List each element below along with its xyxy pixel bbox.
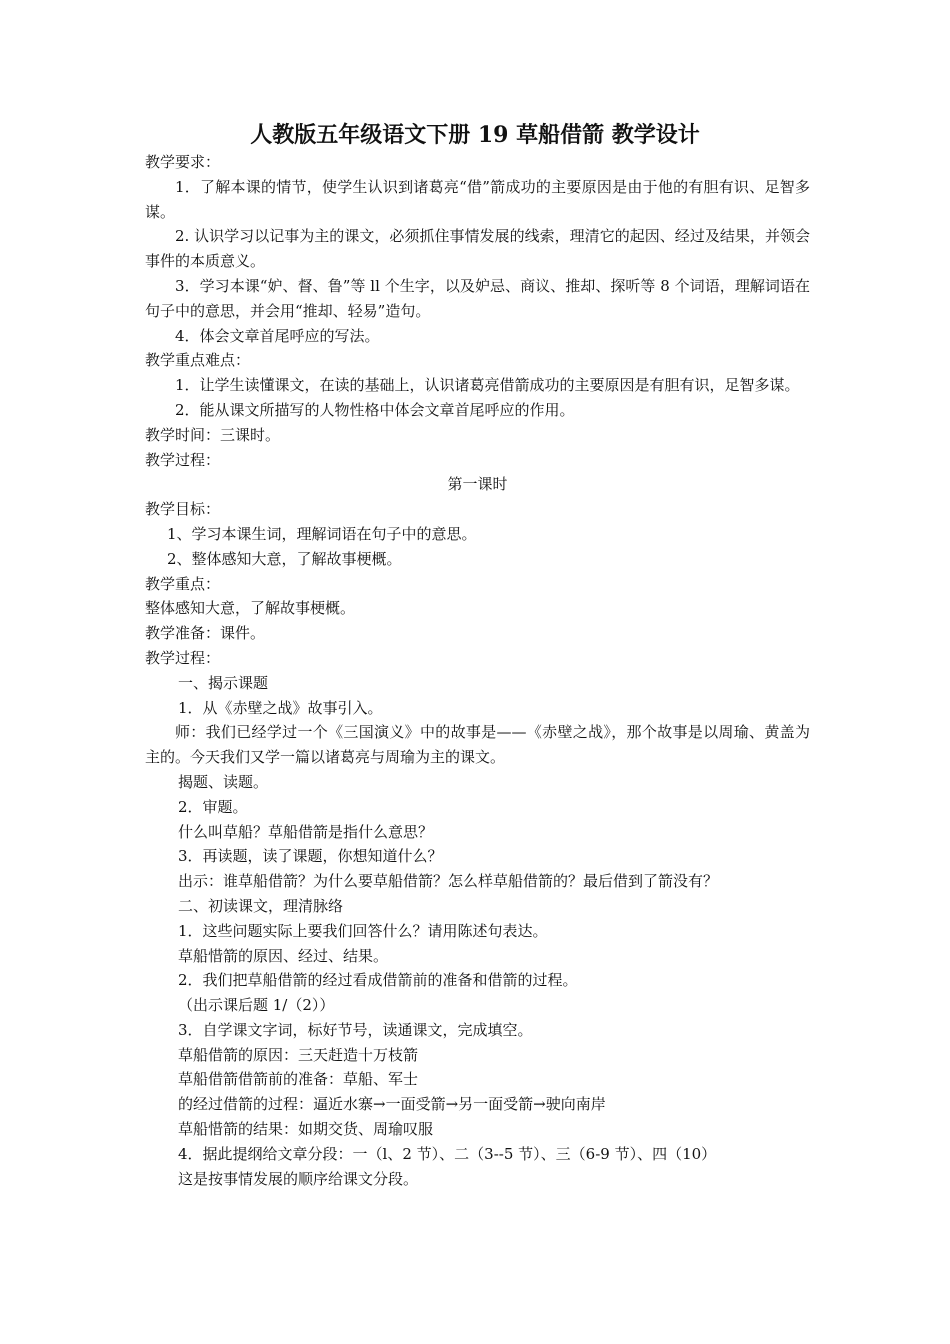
paragraph: 1．让学生读懂课文，在读的基础上，认识诸葛亮借箭成功的主要原因是有胆有识，足智多谋。	[175, 376, 800, 395]
paragraph: 草船惜箭的结果：如期交货、周瑜叹服	[178, 1120, 434, 1139]
document-body	[145, 150, 810, 1191]
paragraph: 4．据此提纲给文章分段：一（l、2 节）、二（3--5 节）、三（6-9 节）、四（10）	[178, 1144, 717, 1163]
section-heading: 教学重点难点：	[145, 351, 251, 370]
paragraph: 揭题、读题。	[178, 772, 269, 791]
section-heading: 教学过程：	[145, 648, 221, 667]
paragraph: 2．审题。	[178, 797, 248, 816]
paragraph: 3．再读题，读了课题，你想知道什么？	[178, 847, 443, 866]
paragraph: （出示课后题 1/（2））	[178, 996, 335, 1015]
section-heading: 教学过程：	[145, 450, 221, 469]
paragraph: 整体感知大意，了解故事梗概。	[145, 599, 356, 618]
paragraph: 2. 认识学习以记事为主的课文，必须抓住事情发展的线索，理清它的起因、经过及结果，并领会事件的本质意义。	[145, 227, 810, 271]
paragraph: 1．这些问题实际上要我们回答什么？请用陈述句表达。	[178, 921, 548, 940]
section-heading: 教学目标：	[145, 500, 221, 519]
step-heading: 一、揭示课题	[178, 673, 269, 692]
paragraph: 出示：谁草船借箭？为什么要草船借箭？怎么样草船借箭的？最后借到了箭没有？	[178, 872, 719, 891]
paragraph: 1．了解本课的情节，使学生认识到诸葛亮“借”箭成功的主要原因是由于他的有胆有识、足智多谋。	[145, 177, 810, 221]
list-item: 2、整体感知大意，了解故事梗概。	[167, 549, 402, 568]
paragraph: 的经过借箭的过程：逼近水寨→一面受箭→另一面受箭→驶向南岸	[178, 1095, 606, 1114]
section-heading: 教学要求：	[145, 153, 221, 171]
paragraph: 师：我们已经学过一个《三国演义》中的故事是——《赤壁之战》，那个故事是以周瑜、黄盖为主的。今天我们又学一篇以诸葛亮与周瑜为主的课文。	[145, 723, 810, 767]
paragraph: 这是按事情发展的顺序给课文分段。	[178, 1169, 419, 1188]
paragraph: 2．我们把草船借箭的经过看成借箭前的准备和借箭的过程。	[178, 971, 578, 990]
paragraph: 草船借箭借箭前的准备：草船、军士	[178, 1070, 419, 1089]
step-heading: 二、初读课文，理清脉络	[178, 896, 344, 915]
paragraph: 4．体会文章首尾呼应的写法。	[175, 326, 380, 345]
section-heading: 教学重点：	[145, 574, 221, 593]
paragraph: 草船惜箭的原因、经过、结果。	[178, 946, 389, 965]
section-heading: 教学时间：三课时。	[145, 425, 281, 444]
lesson-heading: 第一课时	[447, 475, 508, 494]
document-title: 人教版五年级语文下册 19 草船借箭 教学设计	[250, 122, 700, 148]
paragraph: 草船借箭的原因：三天赶造十万枝箭	[178, 1045, 419, 1064]
paragraph: 什么叫草船？草船借箭是指什么意思？	[178, 822, 434, 841]
paragraph: 1．从《赤壁之战》故事引入。	[178, 698, 383, 717]
section-heading: 教学准备：课件。	[145, 624, 266, 643]
paragraph: 3．学习本课“妒、督、鲁”等 ll 个生字，以及妒忌、商议、推却、探听等 8 个词语，理解词语在句子中的意思，并会用“推却、轻易”造句。	[145, 276, 810, 320]
paragraph: 2．能从课文所描写的人物性格中体会文章首尾呼应的作用。	[175, 400, 575, 419]
paragraph: 3．自学课文字词，标好节号，读通课文，完成填空。	[178, 1020, 533, 1039]
list-item: 1、学习本课生词，理解词语在句子中的意思。	[167, 524, 477, 543]
